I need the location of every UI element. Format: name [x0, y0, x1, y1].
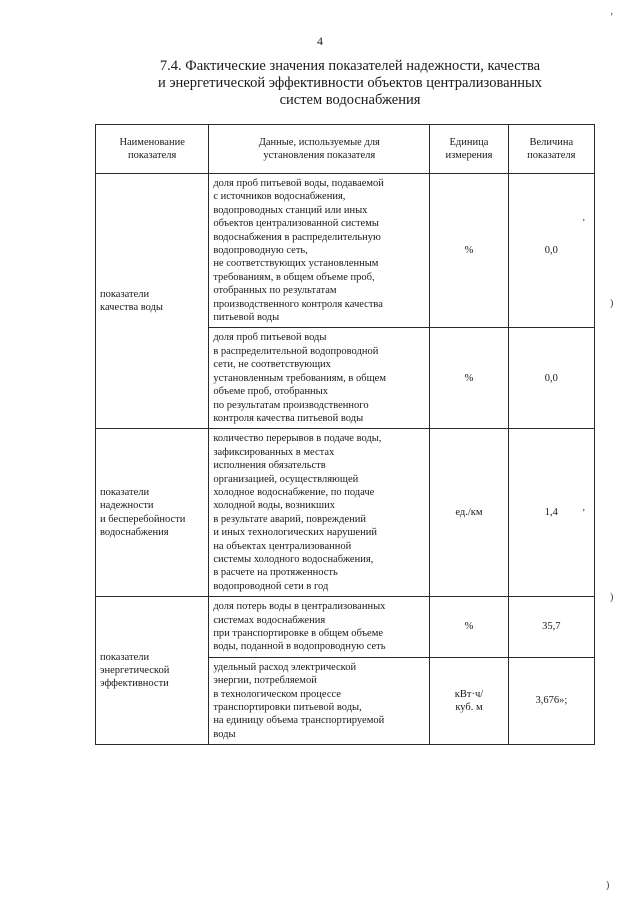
unit-cell: % [430, 174, 508, 328]
margin-mark: ’ [582, 218, 586, 229]
indicators-table [95, 124, 595, 745]
value-cell: 0,0 [508, 174, 594, 328]
value-cell: 35,7 [508, 597, 594, 658]
title-line: и энергетической эффективности объектов централизованных [157, 75, 543, 91]
header-name: Наименование показателя [96, 125, 209, 174]
description-cell: количество перерывов в подаче воды, зафиксированных в местах исполнения обязательств организацией, осуществляющей холодное водоснабжение, по подаче холодной воды, возникших в результате аварий, повреждений и иных технологических нарушений на объектах централизованной системы холодного водоснабжения, в расчете на протяженность водопроводной сети в год [209, 429, 430, 597]
margin-mark: ) [610, 298, 614, 309]
margin-mark: ’ [610, 12, 614, 23]
description-cell: доля проб питьевой воды в распределительной водопроводной сети, не соответствующих установленным требованиям, в общем объеме проб, отобранных по результатам производственного контроля качества питьевой воды [209, 328, 430, 429]
value-cell: 0,0 [508, 328, 594, 429]
category-cell: показатели надежности и бесперебойности водоснабжения [96, 429, 209, 597]
margin-mark: ’ [582, 508, 586, 519]
table-body [96, 174, 595, 745]
unit-cell: % [430, 328, 508, 429]
page-title [110, 58, 590, 109]
unit-cell: ед./км [430, 429, 508, 597]
header-unit: Единица измерения [430, 125, 508, 174]
description-cell: доля проб питьевой воды, подаваемой с источников водоснабжения, водопроводных станций или иных объектов централизованной системы водоснабжения в распределительную водопроводную сеть, не соответствующих установленным требованиям, в общем объеме проб, отобранных по результатам производственного контроля качества питьевой воды [209, 174, 430, 328]
title-line: систем водоснабжения [279, 92, 421, 108]
title-line: 7.4. Фактические значения показателей надежности, качества [159, 58, 541, 74]
description-cell: удельный расход электрической энергии, потребляемой в технологическом процессе транспортировки питьевой воды, на единицу объема транспортируемой воды [209, 657, 430, 744]
value-cell: 3,676»; [508, 657, 594, 744]
margin-mark: ) [610, 592, 614, 603]
table-header-row [96, 125, 595, 174]
value-cell: 1,4 [508, 429, 594, 597]
header-data: Данные, используемые для установления показателя [209, 125, 430, 174]
unit-cell: % [430, 597, 508, 658]
table-row [96, 174, 595, 328]
table-row [96, 429, 595, 597]
header-value: Величина показателя [508, 125, 594, 174]
unit-cell: кВт·ч/ куб. м [430, 657, 508, 744]
category-cell: показатели качества воды [96, 174, 209, 429]
page-number: 4 [317, 34, 323, 48]
category-cell: показатели энергетической эффективности [96, 597, 209, 745]
table-row [96, 597, 595, 658]
margin-mark: ) [606, 880, 610, 891]
description-cell: доля потерь воды в централизованных системах водоснабжения при транспортировке в общем объеме воды, поданной в водопроводную сеть [209, 597, 430, 658]
